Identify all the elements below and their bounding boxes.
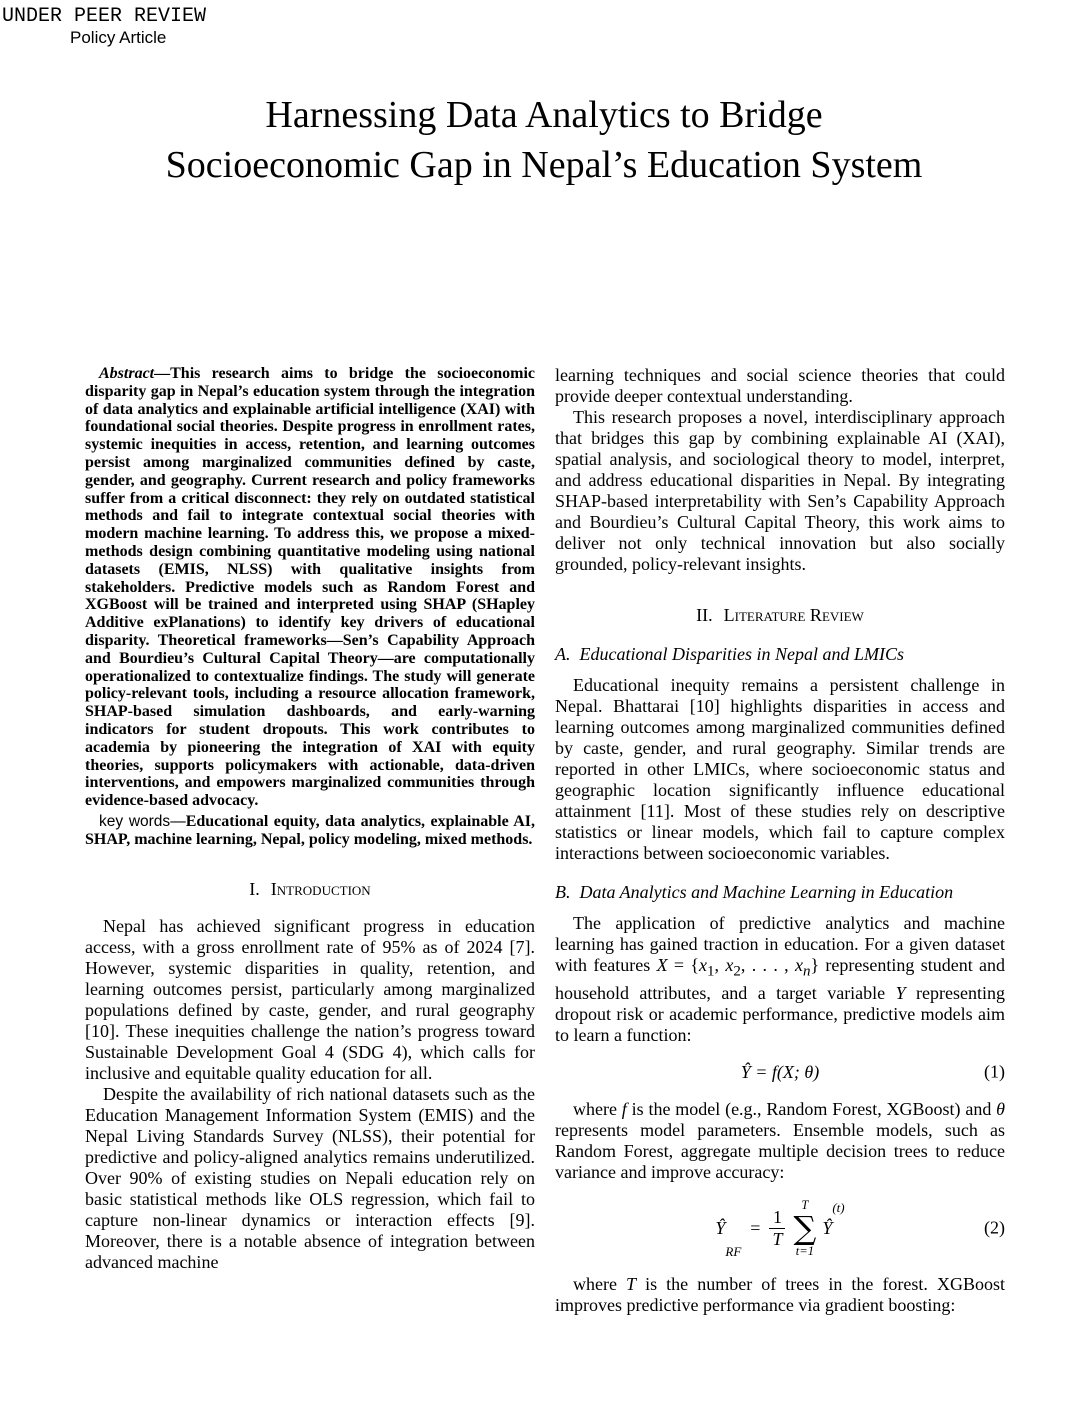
where-t-paragraph [555, 1274, 1005, 1316]
article-type-label: Policy Article [70, 28, 167, 47]
math-variable: Ŷ [715, 1217, 726, 1238]
equation-2-body [715, 1199, 844, 1258]
subsection-number: A. [555, 644, 571, 664]
abstract-dash: — [154, 365, 171, 382]
right-column [555, 365, 1005, 1316]
equation-2 [555, 1199, 1005, 1258]
math-variable: Y [895, 982, 906, 1003]
subsection-heading-a [555, 644, 1005, 665]
section-heading-introduction [85, 879, 535, 900]
section-heading-literature-review [555, 605, 1005, 626]
page-header [2, 6, 206, 48]
fraction-numerator: 1 [772, 1207, 782, 1228]
section-number: II. [696, 605, 713, 625]
math-variable: x [725, 955, 734, 975]
text-segment: The application of predictive analytics and machine learning has gained traction in education. For a given dataset with features [555, 913, 1005, 975]
math-subscript: 2 [733, 963, 741, 980]
lit-b-paragraph [555, 913, 1005, 1046]
equation-1 [555, 1062, 1005, 1083]
math-variable: x [794, 955, 803, 975]
text-segment: } representing student and household attributes, and a target variable [555, 955, 1006, 1003]
title-line-1: Harnessing Data Analytics to Bridge [265, 94, 823, 136]
intro-paragraph-1: Nepal has achieved significant progress in education access, with a gross enrollment rate of 95% as of 2024 [7]. However, systemic disparities in quality, retention, and learning outcomes persist, particularly among marginalized populations defined by caste, gender, and rural geography [10]. These inequities challenge the nation’s progress toward Sustainable Development Goal 4 (SDG 4), which calls for inclusive and equitable quality education for all. [85, 915, 535, 1083]
review-status-label: UNDER PEER REVIEW [2, 5, 207, 28]
intro-paragraph-2: Despite the availability of rich national datasets such as the Education Management Information System (EMIS) and the Nepal Living Standards Survey (NLSS), their potential for predictive and policy-aligned analytics remains underutilized. Over 90% of existing studies on Nepali education rely on basic statistical methods like OLS regression, which fail to capture non-linear dynamics or interaction effects [9]. Moreover, there is a notable absence of integration between advanced machine [85, 1083, 535, 1272]
math-variable: f [621, 1098, 627, 1119]
abstract-label: Abstract [99, 365, 155, 382]
paper-title [0, 90, 1088, 190]
math-subscript: RF [725, 1243, 742, 1259]
equals-sign: = [750, 1217, 761, 1238]
two-column-body [85, 365, 1005, 1316]
section-title: Introduction [270, 878, 371, 899]
text-segment: represents model parameters. Ensemble models, such as Random Forest, aggregate multiple decision trees to reduce variance and improve accuracy: [555, 1119, 1005, 1182]
where-f-paragraph [555, 1099, 1005, 1183]
fraction-denominator: T [769, 1228, 785, 1250]
subsection-heading-b [555, 882, 1005, 903]
abstract-paragraph [85, 365, 535, 810]
keywords-text: Educational equity, data analytics, explainable AI, SHAP, machine learning, Nepal, policy modeling, mixed methods. [85, 812, 535, 848]
subsection-number: B. [555, 882, 571, 902]
sigma-symbol: ∑ [793, 1209, 817, 1248]
summation [793, 1199, 816, 1258]
keywords-label: key words [99, 812, 171, 830]
subsection-title: Data Analytics and Machine Learning in Education [579, 882, 954, 902]
math-subscript: n [802, 963, 811, 980]
equation-1-body: Ŷ = f(X; θ) [740, 1061, 820, 1082]
keywords-dash: — [170, 812, 186, 830]
math-variable: X [656, 955, 668, 975]
subsection-title: Educational Disparities in Nepal and LMICs [579, 644, 905, 664]
math-subscript: 1 [707, 963, 715, 980]
text-segment: where [573, 1098, 622, 1119]
section-title: Literature Review [723, 605, 864, 625]
math-variable: θ [996, 1098, 1005, 1119]
title-line-2: Socioeconomic Gap in Nepal’s Education System [165, 144, 923, 186]
intro-paragraph-continuation: learning techniques and social science theories that could provide deeper contextual understanding. [555, 365, 1005, 406]
fraction [769, 1207, 785, 1249]
intro-paragraph-3: This research proposes a novel, interdisciplinary approach that bridges this gap by combining explainable AI (XAI), spatial analysis, and sociological theory to model, interpret, and address educational disparities in Nepal. By integrating SHAP-based interpretability with Sen’s Capability Approach and Bourdieu’s Cultural Capital Theory, this work aims to deliver not only technical innovation but also socially grounded, policy-relevant insights. [555, 407, 1005, 574]
equation-1-number: (1) [984, 1061, 1005, 1082]
summation-upper-limit: T [801, 1197, 809, 1212]
summation-lower-limit: t=1 [795, 1244, 814, 1259]
abstract-text: This research aims to bridge the socioeconomic disparity gap in Nepal’s education system through the integration of data analytics and explainable artificial intelligence (XAI) with foundational social theories. Despite progress in enrollment rates, systemic inequities in access, retention, and learning outcomes persist among marginalized communities defined by caste, gender, and geography. Current research and policy frameworks suffer from a critical disconnect: they rely on outdated statistical methods and fail to integrate contextual social theories with modern machine learning. To address this, we propose a mixed-methods design combining quantitative modeling using national datasets (EMIS, NLSS) with qualitative insights from stakeholders. Predictive models such as Random Forest and XGBoost will be trained and interpreted using SHAP (SHapley Additive exPlanations) to identify key drivers of educational disparity. Theoretical frameworks—Sen’s Capability Approach and Bourdieu’s Cultural Capital Theory—are computationally operationalized to contextualize findings. The study will generate policy-relevant tools, including a resource allocation framework, SHAP-based simulation dashboards, and early-warning indicators for student dropouts. This work contributes to academia by pioneering the integration of XAI with equity theories, supports policymakers with actionable, data-driven interventions, and empowers marginalized communities through evidence-based advocacy. [85, 365, 535, 810]
math-variable: x [699, 955, 708, 975]
text-segment: representing dropout risk or academic performance, predictive models aim to learn a function: [555, 982, 1005, 1045]
text-segment: is the number of trees in the forest. XGBoost improves predictive performance via gradient boosting: [555, 1273, 1005, 1315]
text-segment: is the model (e.g., Random Forest, XGBoost) and [626, 1098, 997, 1119]
text-segment: = { [667, 955, 700, 975]
text-segment: where [573, 1273, 627, 1294]
left-column [85, 365, 535, 1316]
math-variable: T [626, 1273, 637, 1294]
section-number: I. [249, 878, 260, 899]
lit-a-paragraph: Educational inequity remains a persistent challenge in Nepal. Bhattarai [10] highlights disparities in access and learning outcomes among marginalized communities defined by caste, gender, and rural geography. Similar trends are reported in other LMICs, where socioeconomic status and geographic location significantly influence educational attainment [11]. Most of these studies rely on descriptive statistics or linear models, which fail to capture complex interactions between socioeconomic variables. [555, 675, 1005, 863]
keywords-paragraph [85, 813, 535, 849]
equation-2-number: (2) [984, 1217, 1005, 1238]
math-superscript: (t) [832, 1199, 845, 1215]
text-segment: , . . . , [740, 955, 795, 975]
math-variable: Ŷ [822, 1217, 833, 1238]
text-segment: , [714, 955, 726, 975]
